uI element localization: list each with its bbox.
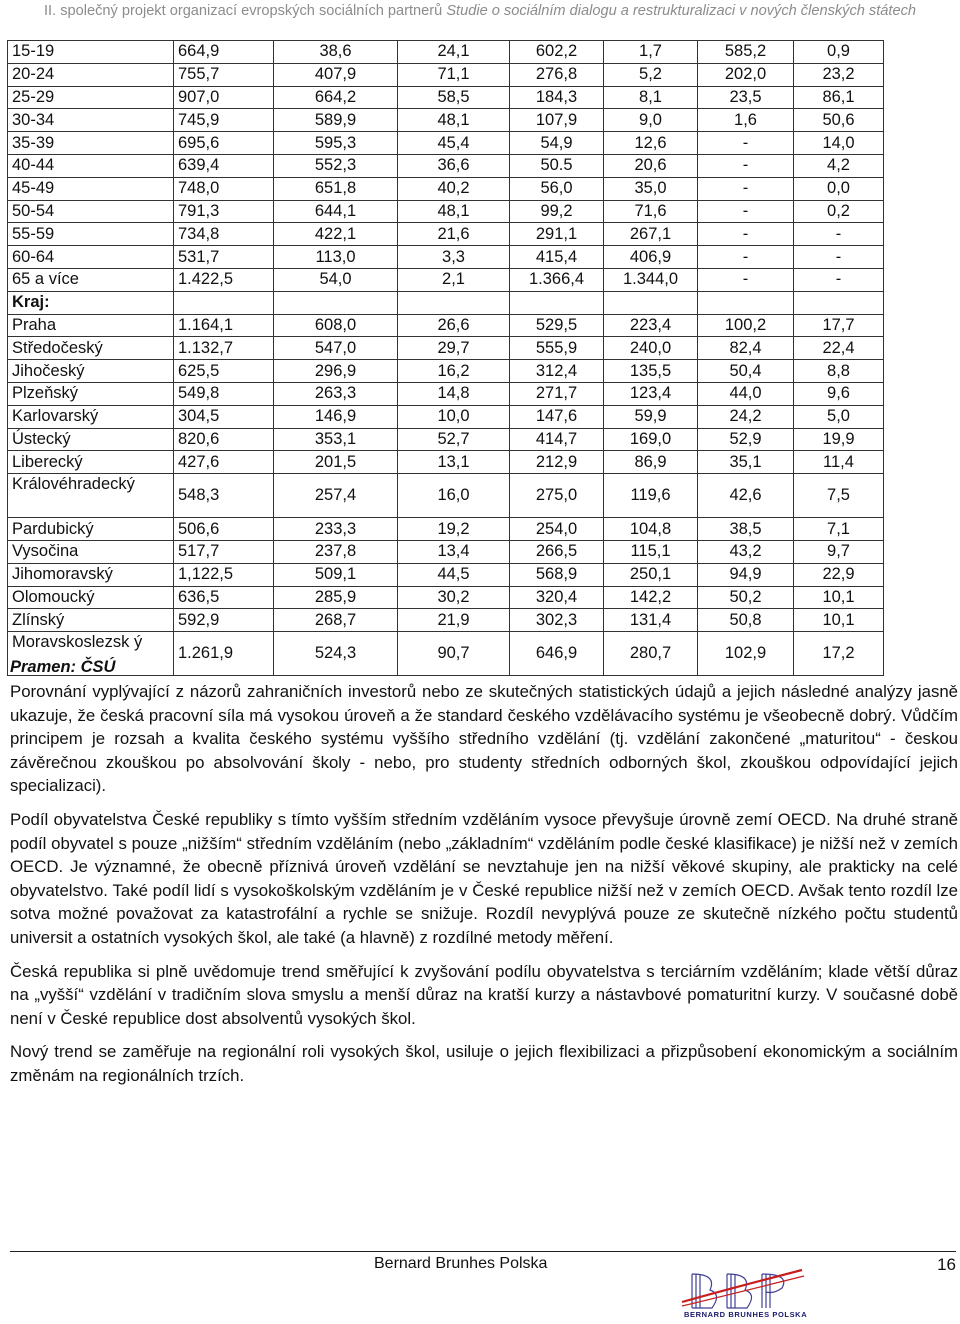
value-cell: 90,7 — [398, 632, 510, 676]
value-cell: 585,2 — [698, 41, 794, 64]
value-cell: 552,3 — [274, 154, 398, 177]
value-cell: 1,6 — [698, 109, 794, 132]
table-row — [8, 540, 884, 563]
value-cell: 54,0 — [274, 268, 398, 291]
value-cell: 223,4 — [604, 314, 698, 337]
value-cell: 1.422,5 — [174, 268, 274, 291]
value-cell: 52,7 — [398, 428, 510, 451]
row-label-cell: 25-29 — [8, 86, 174, 109]
value-cell: 7,1 — [794, 518, 884, 541]
value-cell: 50,2 — [698, 586, 794, 609]
table-row — [8, 177, 884, 200]
empty-cell — [604, 291, 698, 314]
value-cell: 50,4 — [698, 360, 794, 383]
value-cell: 58,5 — [398, 86, 510, 109]
value-cell: 646,9 — [510, 632, 604, 676]
value-cell: 406,9 — [604, 246, 698, 269]
value-cell: 285,9 — [274, 586, 398, 609]
row-label-cell: Jihomoravský — [8, 563, 174, 586]
table-row — [8, 405, 884, 428]
value-cell: 664,9 — [174, 41, 274, 64]
value-cell: 52,9 — [698, 428, 794, 451]
row-label-cell: Vysočina — [8, 540, 174, 563]
value-cell: 42,6 — [698, 474, 794, 518]
empty-cell — [174, 291, 274, 314]
value-cell: 131,4 — [604, 609, 698, 632]
value-cell: 50.5 — [510, 154, 604, 177]
row-label-cell: 30-34 — [8, 109, 174, 132]
paragraph: Česká republika si plně uvědomuje trend směřující k zvyšování podílu obyvatelstva s terciárním vzděláním; klade větší důraz na „vyšší“ vzdělání v tradičním slova smyslu a menší důraz na kratší kurzy a nástavbové pomaturitní kurzy. V současné době není v České republice dost absolventů vysokých škol. — [10, 961, 958, 1028]
table-row — [8, 86, 884, 109]
value-cell: 254,0 — [510, 518, 604, 541]
value-cell: 547,0 — [274, 337, 398, 360]
value-cell: 86,9 — [604, 451, 698, 474]
value-cell: 16,0 — [398, 474, 510, 518]
value-cell: - — [794, 246, 884, 269]
value-cell: 113,0 — [274, 246, 398, 269]
row-label-cell: Královéhradecký — [8, 474, 174, 518]
value-cell: 271,7 — [510, 382, 604, 405]
value-cell: 9,0 — [604, 109, 698, 132]
value-cell: 695,6 — [174, 132, 274, 155]
value-cell: 555,9 — [510, 337, 604, 360]
value-cell: 0,0 — [794, 177, 884, 200]
table-row — [8, 246, 884, 269]
row-label-cell: 50-54 — [8, 200, 174, 223]
table-row — [8, 360, 884, 383]
table-row — [8, 268, 884, 291]
value-cell: 10,1 — [794, 586, 884, 609]
value-cell: 82,4 — [698, 337, 794, 360]
empty-cell — [698, 291, 794, 314]
value-cell: 237,8 — [274, 540, 398, 563]
value-cell: 312,4 — [510, 360, 604, 383]
value-cell: 509,1 — [274, 563, 398, 586]
value-cell: 19,2 — [398, 518, 510, 541]
row-label-cell: Plzeňský — [8, 382, 174, 405]
table-row — [8, 609, 884, 632]
value-cell: 23,5 — [698, 86, 794, 109]
value-cell: 0,2 — [794, 200, 884, 223]
value-cell: 529,5 — [510, 314, 604, 337]
row-label-cell: 65 a více — [8, 268, 174, 291]
value-cell: 0,9 — [794, 41, 884, 64]
value-cell: 296,9 — [274, 360, 398, 383]
value-cell: 639,4 — [174, 154, 274, 177]
value-cell: 147,6 — [510, 405, 604, 428]
value-cell: 212,9 — [510, 451, 604, 474]
value-cell: 107,9 — [510, 109, 604, 132]
value-cell: 250,1 — [604, 563, 698, 586]
table-row — [8, 428, 884, 451]
section-row-kraj — [8, 291, 884, 314]
value-cell: 23,2 — [794, 63, 884, 86]
value-cell: 169,0 — [604, 428, 698, 451]
value-cell: 22,4 — [794, 337, 884, 360]
row-label-cell: 60-64 — [8, 246, 174, 269]
value-cell: 35,1 — [698, 451, 794, 474]
value-cell: 48,1 — [398, 200, 510, 223]
value-cell: 1.261,9 — [174, 632, 274, 676]
value-cell: 506,6 — [174, 518, 274, 541]
row-label-cell: Jihočeský — [8, 360, 174, 383]
value-cell: 48,1 — [398, 109, 510, 132]
value-cell: 17,2 — [794, 632, 884, 676]
value-cell: 135,5 — [604, 360, 698, 383]
logo-caption: BERNARD BRUNHES POLSKA — [684, 1310, 808, 1319]
table-row — [8, 200, 884, 223]
value-cell: 24,2 — [698, 405, 794, 428]
value-cell: 2,1 — [398, 268, 510, 291]
value-cell: 589,9 — [274, 109, 398, 132]
value-cell: 104,8 — [604, 518, 698, 541]
table-row — [8, 132, 884, 155]
empty-cell — [510, 291, 604, 314]
value-cell: 119,6 — [604, 474, 698, 518]
value-cell: 38,6 — [274, 41, 398, 64]
row-label-cell: 45-49 — [8, 177, 174, 200]
value-cell: 427,6 — [174, 451, 274, 474]
table-row — [8, 518, 884, 541]
value-cell: 44,5 — [398, 563, 510, 586]
value-cell: 20,6 — [604, 154, 698, 177]
value-cell: 524,3 — [274, 632, 398, 676]
header-prefix: II. společný projekt organizací evropských sociálních partnerů — [43, 3, 447, 19]
value-cell: - — [698, 223, 794, 246]
row-label-cell: Zlínský — [8, 609, 174, 632]
table-row — [8, 109, 884, 132]
value-cell: - — [698, 177, 794, 200]
value-cell: - — [698, 154, 794, 177]
value-cell: 102,9 — [698, 632, 794, 676]
value-cell: 745,9 — [174, 109, 274, 132]
value-cell: 608,0 — [274, 314, 398, 337]
value-cell: 304,5 — [174, 405, 274, 428]
value-cell: 1,7 — [604, 41, 698, 64]
value-cell: 56,0 — [510, 177, 604, 200]
row-label-cell: Praha — [8, 314, 174, 337]
value-cell: 184,3 — [510, 86, 604, 109]
value-cell: 123,4 — [604, 382, 698, 405]
value-cell: 11,4 — [794, 451, 884, 474]
value-cell: 791,3 — [174, 200, 274, 223]
value-cell: 664,2 — [274, 86, 398, 109]
row-label-cell: 40-44 — [8, 154, 174, 177]
row-label-cell: 20-24 — [8, 63, 174, 86]
value-cell: 50,8 — [698, 609, 794, 632]
footer-publisher: Bernard Brunhes Polska — [374, 1255, 548, 1272]
value-cell: 10,1 — [794, 609, 884, 632]
table-row — [8, 223, 884, 246]
value-cell: 59,9 — [604, 405, 698, 428]
value-cell: 5,0 — [794, 405, 884, 428]
empty-cell — [794, 291, 884, 314]
value-cell: 266,5 — [510, 540, 604, 563]
table-row — [8, 586, 884, 609]
footer-divider — [10, 1251, 956, 1252]
value-cell: 320,4 — [510, 586, 604, 609]
page-number: 16 — [937, 1255, 956, 1274]
value-cell: - — [698, 246, 794, 269]
value-cell: 36,6 — [398, 154, 510, 177]
statistics-table — [7, 40, 884, 676]
value-cell: 280,7 — [604, 632, 698, 676]
value-cell: 602,2 — [510, 41, 604, 64]
table-row — [8, 451, 884, 474]
value-cell: 595,3 — [274, 132, 398, 155]
value-cell: 592,9 — [174, 609, 274, 632]
value-cell: 142,2 — [604, 586, 698, 609]
row-label-cell: Ústecký — [8, 428, 174, 451]
body-text — [10, 680, 958, 1098]
value-cell: 50,6 — [794, 109, 884, 132]
value-cell: - — [698, 132, 794, 155]
row-label-cell: Olomoucký — [8, 586, 174, 609]
value-cell: 353,1 — [274, 428, 398, 451]
value-cell: 820,6 — [174, 428, 274, 451]
value-cell: 21,6 — [398, 223, 510, 246]
value-cell: 12,6 — [604, 132, 698, 155]
value-cell: 257,4 — [274, 474, 398, 518]
value-cell: 263,3 — [274, 382, 398, 405]
value-cell: - — [794, 268, 884, 291]
value-cell: 22,9 — [794, 563, 884, 586]
table-row — [8, 337, 884, 360]
value-cell: 43,2 — [698, 540, 794, 563]
value-cell: 267,1 — [604, 223, 698, 246]
value-cell: 3,3 — [398, 246, 510, 269]
row-label-cell: Liberecký — [8, 451, 174, 474]
row-label-cell: Moravskoslezsk ý — [8, 632, 174, 676]
value-cell: 146,9 — [274, 405, 398, 428]
value-cell: 29,7 — [398, 337, 510, 360]
value-cell: 276,8 — [510, 63, 604, 86]
value-cell: 568,9 — [510, 563, 604, 586]
value-cell: 625,5 — [174, 360, 274, 383]
value-cell: 9,6 — [794, 382, 884, 405]
value-cell: 13,4 — [398, 540, 510, 563]
value-cell: 1,122,5 — [174, 563, 274, 586]
value-cell: 21,9 — [398, 609, 510, 632]
value-cell: 45,4 — [398, 132, 510, 155]
value-cell: 302,3 — [510, 609, 604, 632]
value-cell: 94,9 — [698, 563, 794, 586]
value-cell: 71,1 — [398, 63, 510, 86]
value-cell: 4,2 — [794, 154, 884, 177]
table-row — [8, 563, 884, 586]
value-cell: 549,8 — [174, 382, 274, 405]
value-cell: 9,7 — [794, 540, 884, 563]
table-row — [8, 474, 884, 518]
paragraph: Porovnání vyplývající z názorů zahraničních investorů nebo ze skutečných statistických údajů a jejich následné analýzy jasně ukazuje, že česká pracovní síla má vysokou úroveň a že standard českého vzdělávacího systému je všeobecně dobrý. Vůdčím principem je rozsah a kvalita českého systému vyššího středního vzdělání (tj. vzdělání zakončené „maturitou“ - českou závěrečnou zkouškou po absolvování školy - nebo, pro studenty středních odborných škol, zkouškou odpovídající jejich specializaci). — [10, 682, 958, 796]
value-cell: - — [794, 223, 884, 246]
value-cell: 8,1 — [604, 86, 698, 109]
table-row — [8, 154, 884, 177]
value-cell: 548,3 — [174, 474, 274, 518]
value-cell: 275,0 — [510, 474, 604, 518]
value-cell: 748,0 — [174, 177, 274, 200]
value-cell: 1.344,0 — [604, 268, 698, 291]
table-source: Pramen: ČSÚ — [10, 658, 116, 676]
value-cell: 233,3 — [274, 518, 398, 541]
value-cell: 44,0 — [698, 382, 794, 405]
value-cell: 8,8 — [794, 360, 884, 383]
table-row — [8, 382, 884, 405]
value-cell: 422,1 — [274, 223, 398, 246]
value-cell: 115,1 — [604, 540, 698, 563]
value-cell: 86,1 — [794, 86, 884, 109]
table-row — [8, 314, 884, 337]
table-body — [8, 41, 884, 676]
value-cell: 26,6 — [398, 314, 510, 337]
value-cell: 407,9 — [274, 63, 398, 86]
value-cell: 291,1 — [510, 223, 604, 246]
row-label-cell: 15-19 — [8, 41, 174, 64]
row-label-cell: Karlovarský — [8, 405, 174, 428]
value-cell: 71,6 — [604, 200, 698, 223]
value-cell: 10,0 — [398, 405, 510, 428]
value-cell: 30,2 — [398, 586, 510, 609]
value-cell: 202,0 — [698, 63, 794, 86]
paragraph: Podíl obyvatelstva České republiky s tímto vyšším středním vzděláním vysoce převyšuje úrovně zemí OECD. Na druhé straně podíl obyvatel s pouze „nižším“ středním vzděláním (nebo „základním“ vzděláním podle české klasifikace) je nižší než v zemích OECD. Je významné, že obecně příznivá úroveň vzdělání se nevztahuje jen na nižší věkové skupiny, ale prakticky na celé obyvatelstvo. Také podíl lidí s vysokoškolským vzděláním je v České republice nižší než v zemích OECD. Avšak tento rozdíl lze sotva možné považovat za katastrofální a rychle se snižuje. Rozdíl nevyplývá pouze ze skutečně nízkého počtu studentů universit a ostatních vysokých škol, ale také (a hlavně) z rozdílné metody měření. — [10, 809, 958, 947]
value-cell: 54,9 — [510, 132, 604, 155]
value-cell: 19,9 — [794, 428, 884, 451]
value-cell: - — [698, 268, 794, 291]
value-cell: 100,2 — [698, 314, 794, 337]
section-label: Kraj: — [8, 291, 174, 314]
value-cell: 201,5 — [274, 451, 398, 474]
value-cell: 734,8 — [174, 223, 274, 246]
value-cell: 13,1 — [398, 451, 510, 474]
value-cell: 14,0 — [794, 132, 884, 155]
value-cell: 1.132,7 — [174, 337, 274, 360]
row-label-cell: 35-39 — [8, 132, 174, 155]
value-cell: 1.164,1 — [174, 314, 274, 337]
table-row — [8, 41, 884, 64]
value-cell: 240,0 — [604, 337, 698, 360]
empty-cell — [398, 291, 510, 314]
value-cell: 414,7 — [510, 428, 604, 451]
value-cell: 644,1 — [274, 200, 398, 223]
value-cell: 531,7 — [174, 246, 274, 269]
value-cell: - — [698, 200, 794, 223]
value-cell: 517,7 — [174, 540, 274, 563]
row-label-cell: Pardubický — [8, 518, 174, 541]
row-label-cell: Středočeský — [8, 337, 174, 360]
table-row — [8, 632, 884, 676]
value-cell: 651,8 — [274, 177, 398, 200]
row-label-cell: 55-59 — [8, 223, 174, 246]
value-cell: 1.366,4 — [510, 268, 604, 291]
value-cell: 14,8 — [398, 382, 510, 405]
paragraph: Nový trend se zaměřuje na regionální roli vysokých škol, usiluje o jejich flexibilizaci a přizpůsobení ekonomickým a sociálním změnám na regionálních trzích. — [10, 1042, 958, 1085]
empty-cell — [274, 291, 398, 314]
value-cell: 907,0 — [174, 86, 274, 109]
value-cell: 38,5 — [698, 518, 794, 541]
value-cell: 99,2 — [510, 200, 604, 223]
value-cell: 636,5 — [174, 586, 274, 609]
header-study-title: Studie o sociálním dialogu a restrukturalizaci v nových členských státech — [446, 3, 916, 19]
value-cell: 268,7 — [274, 609, 398, 632]
table-row — [8, 63, 884, 86]
value-cell: 16,2 — [398, 360, 510, 383]
value-cell: 17,7 — [794, 314, 884, 337]
value-cell: 35,0 — [604, 177, 698, 200]
value-cell: 7,5 — [794, 474, 884, 518]
value-cell: 40,2 — [398, 177, 510, 200]
value-cell: 415,4 — [510, 246, 604, 269]
value-cell: 755,7 — [174, 63, 274, 86]
running-header — [0, 3, 960, 19]
value-cell: 24,1 — [398, 41, 510, 64]
value-cell: 5,2 — [604, 63, 698, 86]
